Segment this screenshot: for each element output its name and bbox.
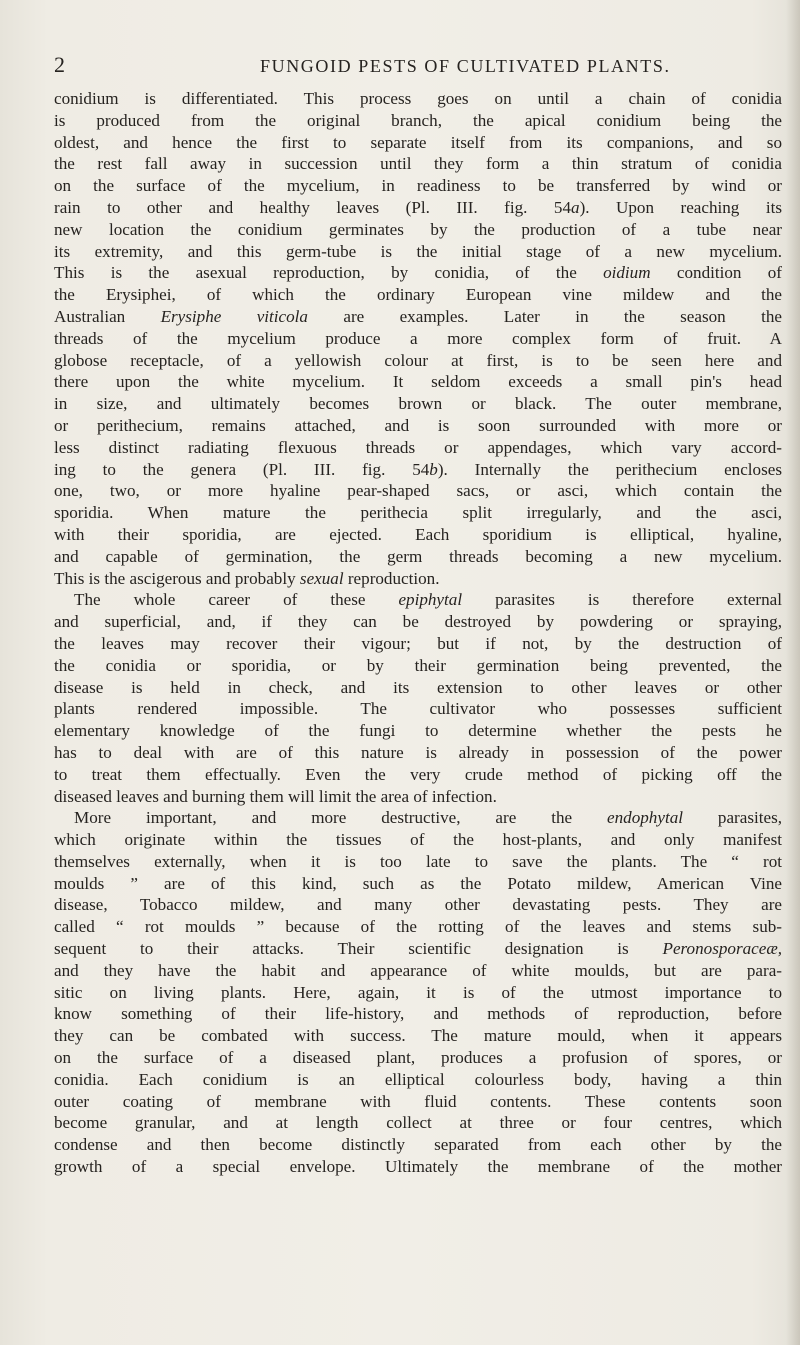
text-line — [54, 459, 782, 481]
text-run: ). Internally the perithecium encloses — [437, 459, 782, 479]
text-run: outer coating of membrane with fluid contents. These contents soon — [54, 1091, 782, 1111]
text-line — [54, 873, 782, 895]
text-run: the Erysiphei, of which the ordinary European vine mildew and the — [54, 285, 782, 305]
text-line — [54, 1156, 782, 1178]
text-line — [54, 350, 782, 372]
text-run: the leaves may recover their vigour; but if not, by the destruction of — [54, 633, 782, 653]
text-run: less distinct radiating flexuous threads or appendages, which vary accord- — [54, 437, 782, 457]
text-run: condition of — [650, 263, 782, 283]
text-line — [54, 480, 782, 502]
text-line — [54, 677, 782, 699]
text-line — [54, 1003, 782, 1025]
text-run: ing to the genera (Pl. III. fig. 54 — [54, 459, 430, 479]
text-run: conidium is differentiated. This process goes on until a chain of conidia — [54, 89, 782, 108]
text-line — [54, 655, 782, 677]
text-line — [54, 306, 782, 328]
text-run: called “ rot moulds ” because of the rotting of the leaves and stems sub- — [54, 917, 782, 937]
text-run: rain to other and healthy leaves (Pl. III. fig. 54 — [54, 197, 572, 217]
page-edge-shadow — [786, 0, 800, 1345]
text-run: reproduction. — [343, 568, 440, 588]
text-run: globose receptacle, of a yellowish colour at first, is to be seen here and — [54, 350, 782, 370]
italic-run: epiphytal — [398, 590, 463, 610]
text-run: become granular, and at length collect at three or four centres, which — [54, 1113, 782, 1133]
text-run: which originate within the tissues of the host-plants, and only manifest — [54, 830, 782, 850]
text-line — [54, 219, 782, 241]
text-line — [54, 175, 782, 197]
text-run: on the surface of a diseased plant, produces a profusion of spores, or — [54, 1048, 782, 1068]
text-run: the conidia or sporidia, or by their germination being prevented, the — [54, 655, 782, 675]
italic-run: oidium — [603, 263, 651, 283]
text-line — [54, 1025, 782, 1047]
text-run: More important, and more destructive, are the — [74, 808, 608, 828]
text-run: sitic on living plants. Here, again, it is of the utmost importance to — [54, 982, 782, 1002]
text-line — [54, 786, 782, 808]
text-run: themselves externally, when it is too late to save the plants. The “ rot — [54, 851, 782, 871]
text-run: This is the asexual reproduction, by conidia, of the — [54, 263, 604, 283]
text-line — [54, 1047, 782, 1069]
italic-run: a — [571, 197, 580, 217]
text-run: conidia. Each conidium is an elliptical colourless body, having a thin — [54, 1069, 782, 1089]
text-line — [54, 1091, 782, 1113]
text-line — [54, 1134, 782, 1156]
text-run: This is the ascigerous and probably — [54, 568, 300, 588]
text-run: moulds ” are of this kind, such as the Potato mildew, American Vine — [54, 873, 782, 893]
text-run: or perithecium, remains attached, and is soon surrounded with more or — [54, 415, 782, 435]
text-run: on the surface of the mycelium, in readiness to be transferred by wind or — [54, 176, 782, 196]
text-run: parasites is therefore external — [462, 590, 782, 610]
text-line — [54, 88, 782, 110]
text-run: disease is held in check, and its extension to other leaves or other — [54, 677, 782, 697]
text-line — [54, 415, 782, 437]
text-line — [54, 110, 782, 132]
text-run: growth of a special envelope. Ultimately the membrane of the mother — [54, 1157, 782, 1177]
text-run: oldest, and hence the first to separate itself from its companions, and so — [54, 132, 782, 152]
text-line — [54, 851, 782, 873]
text-run: has to deal with are of this nature is already in possession of the power — [54, 742, 782, 762]
text-line — [54, 132, 782, 154]
text-line — [54, 546, 782, 568]
text-line — [54, 502, 782, 524]
text-line — [54, 437, 782, 459]
text-line — [54, 894, 782, 916]
text-line — [54, 960, 782, 982]
text-line — [54, 807, 782, 829]
text-run: diseased leaves and burning them will limit the area of infection. — [54, 786, 497, 806]
text-run: The whole career of these — [74, 590, 399, 610]
text-run: there upon the white mycelium. It seldom exceeds a small pin's head — [54, 372, 782, 392]
text-run: is produced from the original branch, the apical conidium being the — [54, 110, 782, 130]
text-line — [54, 241, 782, 263]
text-run: sequent to their attacks. Their scientific designation is — [54, 939, 663, 959]
text-run: and they have the habit and appearance of white moulds, but are para- — [54, 960, 782, 980]
text-run: they can be combated with success. The mature mould, when it appears — [54, 1026, 782, 1046]
text-run: in size, and ultimately becomes brown or black. The outer membrane, — [54, 394, 782, 414]
text-run: know something of their life-history, and methods of reproduction, before — [54, 1004, 782, 1024]
body-text — [54, 88, 782, 1178]
italic-run: Erysiphe viticola — [160, 306, 308, 326]
italic-run: sexual — [299, 568, 344, 588]
text-line — [54, 1069, 782, 1091]
text-run: Australian — [54, 306, 161, 326]
text-line — [54, 764, 782, 786]
text-line — [54, 284, 782, 306]
running-title: FUNGOID PESTS OF CULTIVATED PLANTS. — [260, 56, 671, 76]
text-run: plants rendered impossible. The cultivator who possesses sufficient — [54, 699, 782, 719]
text-line — [54, 611, 782, 633]
text-run: its extremity, and this germ-tube is the initial stage of a new mycelium. — [54, 241, 782, 261]
text-run: ). Upon reaching its — [579, 197, 782, 217]
text-line — [54, 720, 782, 742]
italic-run: endophytal — [607, 808, 683, 828]
page-number: 2 — [54, 52, 66, 77]
italic-run: b — [429, 459, 438, 479]
text-run: with their sporidia, are ejected. Each sporidium is elliptical, hyaline, — [54, 524, 782, 544]
text-run: the rest fall away in succession until they form a thin stratum of conidia — [54, 154, 782, 174]
text-run: condense and then become distinctly separated from each other by the — [54, 1135, 782, 1155]
text-run: and superficial, and, if they can be destroyed by powdering or spraying, — [54, 612, 782, 632]
text-line — [54, 524, 782, 546]
text-run: elementary knowledge of the fungi to determine whether the pests he — [54, 721, 782, 741]
text-line — [54, 153, 782, 175]
text-line — [54, 371, 782, 393]
text-line — [54, 698, 782, 720]
text-run: new location the conidium germinates by the production of a tube near — [54, 219, 782, 239]
text-run: disease, Tobacco mildew, and many other devastating pests. They are — [54, 895, 782, 915]
text-run: and capable of germination, the germ threads becoming a new mycelium. — [54, 546, 782, 566]
text-run: to treat them effectually. Even the very crude method of picking off the — [54, 764, 782, 784]
text-line — [54, 938, 782, 960]
text-line — [54, 633, 782, 655]
text-line — [54, 568, 782, 590]
text-line — [54, 916, 782, 938]
text-line — [54, 829, 782, 851]
text-line — [54, 328, 782, 350]
running-head — [30, 52, 790, 78]
text-line — [54, 742, 782, 764]
text-run: are examples. Later in the season the — [307, 306, 782, 326]
text-line — [54, 1112, 782, 1134]
text-line — [54, 197, 782, 219]
text-line — [54, 589, 782, 611]
text-run: threads of the mycelium produce a more complex form of fruit. A — [54, 328, 782, 348]
text-line — [54, 393, 782, 415]
text-run: parasites, — [683, 808, 782, 828]
text-run: sporidia. When mature the perithecia split irregularly, and the asci, — [54, 503, 782, 523]
italic-run: Peronosporaceæ, — [662, 939, 782, 959]
text-run: one, two, or more hyaline pear-shaped sacs, or asci, which contain the — [54, 481, 782, 501]
text-line — [54, 982, 782, 1004]
text-line — [54, 262, 782, 284]
